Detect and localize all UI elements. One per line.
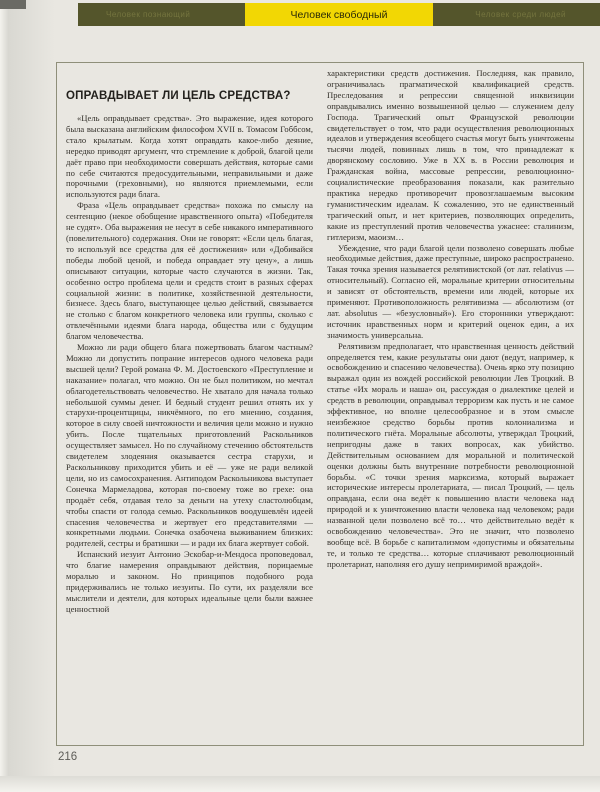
scanner-corner-artifact [0,0,26,9]
paragraph: характеристики средств достижения. Последняя, как правило, ограничивалась прагматической квалификацией средств. Преследования и репрессии священной инквизиции оправдывались именно возвышенной целью — служением делу Господа. Трагический опыт Французской революции свидетельствует о том, что ради осуществления революционных идеалов и утверждения всеобщего счастья могут быть уничтожены тысячи людей, повинных лишь в том, что принадлежат к дворянскому сословию. Уже в XX в. в России революция и Гражданская война, массовые репрессии, революционно-социалистические преобразования показали, как разительно практика нередко противоречит провозглашаемым высоким гуманистическим идеалам. К сожалению, это не единственный трагический опыт, и нет критериев, позволяющих определить, какие из преступлений против человечества ужаснее: сталинизм, гитлеризм, маоизм… [327,68,574,242]
chapter-tab [245,3,433,26]
paragraph: Можно ли ради общего блага пожертвовать благом частным? Можно ли допустить попрание интересов одного человека ради высшей цели? Герой романа Ф. М. Достоевского «Преступление и наказание» полагал, что можно. Он не был политиком, но мечтал облагодетельствовать человечество. Не хватало для начала только небольшой суммы денег. И бедный студент решил отнять их у старухи-процентщицы, никчёмного, по его мнению, создания, которое в силу своей ничтожности и величия цели можно и нужно убить. После тщательных приготовлений Раскольников осуществляет замысел. Но по случайному стечению обстоятельств свидетелем злодеяния оказывается сестра старухи, и Раскольникову приходится убить и её — уже не ради великой цели, но из самосохранения. Антиподом Раскольникова выступает Сонечка Мармеладова, которая по-своему тоже во грехе: она продаёт себя, отдавая тело за деньги на утеху сластолюбцам, чтобы спасти от голода семью. Раскольников воодушевлён идеей спасения человечества и жертвует его представителями — конкретными людьми. Сонечка озабочена выживанием близких: родителей, сестры и братишки — и ради их блага жертвует собой. [66,342,313,549]
chapter-tab-label: Человек свободный [290,8,388,21]
left-column [66,68,313,740]
right-column [327,68,574,740]
page-gutter-shadow [9,0,55,792]
chapter-header-band [78,3,600,26]
page-edge-left [0,0,9,792]
left-column-text [66,113,313,615]
paragraph: «Цель оправдывает средства». Это выражение, идея которого была высказана английским философом XVII в. Томасом Гоббсом, стало крылатым. Когда хотят оправдать какое-либо деяние, нередко приводят аргумент, что стремление к доброй, благой цели даёт право при необходимости совершать действия, которые сами по себе считаются предосудительными, неправильными и даже порочными (греховными), но являются приемлемыми, если используются ради блага. [66,113,313,200]
paragraph: Фраза «Цель оправдывает средства» похожа по смыслу на сентенцию (некое обобщение нравственного опыта) «Победителя не судят». Оба выражения не несут в себе никакого императивного (повелительного) содержания. Они не говорят: «Если цель благая, то используй все средства для её достижения» или «Добивайся победы любой ценой, и победа оправдает эту цену», а лишь описывают ситуации, которые часто случаются в жизни. Так, особенно остро проблема цели и средств стоит в разных сферах социальной жизни: в политике, хозяйственной деятельности, бизнесе. Здесь благо, выступающее целью действий, связывается не столько с благом конкретного человека или группы, сколько с отвлечёнными идеями блага народа, общества или с будущим благом человечества. [66,200,313,342]
page-edge-bottom [0,776,600,792]
header-left-section-label: Человек познающий [106,10,191,19]
page-number: 216 [58,751,78,763]
paragraph: Убеждение, что ради благой цели позволено совершать любые необходимые действия, даже преступные, широко распространено. Такая точка зрения называется релятивистской (от лат. relativus — относительный). Согласно ей, моральные критерии относительны и зависят от обстоятельств, времени или людей, которые их применяют. Противоположность релятивизма — абсолютизм (от лат. absolutus — «безусловный»). Его сторонники утверждают: источник нравственных норм и критерий оценок един, а их значимость универсальна. [327,242,574,340]
header-right-section-label: Человек среди людей [475,10,566,19]
paragraph: Испанский иезуит Антонио Эскобар-и-Мендоса проповедовал, что благие намерения оправдывают действия, порицаемые моралью и законом. Но принципов подобного рода придерживались не только иезуиты. По сути, их разделяли все мыслители и деятели, для которых идеальные цели были важнее ценностной [66,549,313,614]
paragraph: Релятивизм предполагает, что нравственная ценность действий определяется тем, какие результаты они дают (ведут, например, к освобождению и спасению человечества). Очень ярко эту позицию выражал один из вождей российской революции Лев Троцкий. В статье «Их мораль и наша» он, рассуждая о диалектике целей и средств в революции, оправдывал терроризм как пусть и не самое эффективное, но вполне целесообразное и в этом смысле неизбежное средство борьбы против колониализма и политического гнёта. Моральные абсолюты, утверждал Троцкий, непригодны даже в таких вопросах, как убийство. Действительным основанием для моральной и политической оценки должны быть внутренние потребности революционной борьбы. «С точки зрения марксизма, который выражает исторические интересы пролетариата, — писал Троцкий, — цель оправдана, если она ведёт к повышению власти человека над природой и к уничтожению власти человека над человеком; ради названной цели позволено всё то… что действительно ведёт к освобождению человечества». Это не значит, что позволено вообще всё. В борьбе с капитализмом «допустимы и обязательны те, и только те средства… которые сплачивают революционный пролетариат, наполняя его душу непримиримой враждой». [327,340,574,569]
content-frame [56,62,584,746]
article-title: ОПРАВДЫВАЕТ ЛИ ЦЕЛЬ СРЕДСТВА? [66,90,291,102]
